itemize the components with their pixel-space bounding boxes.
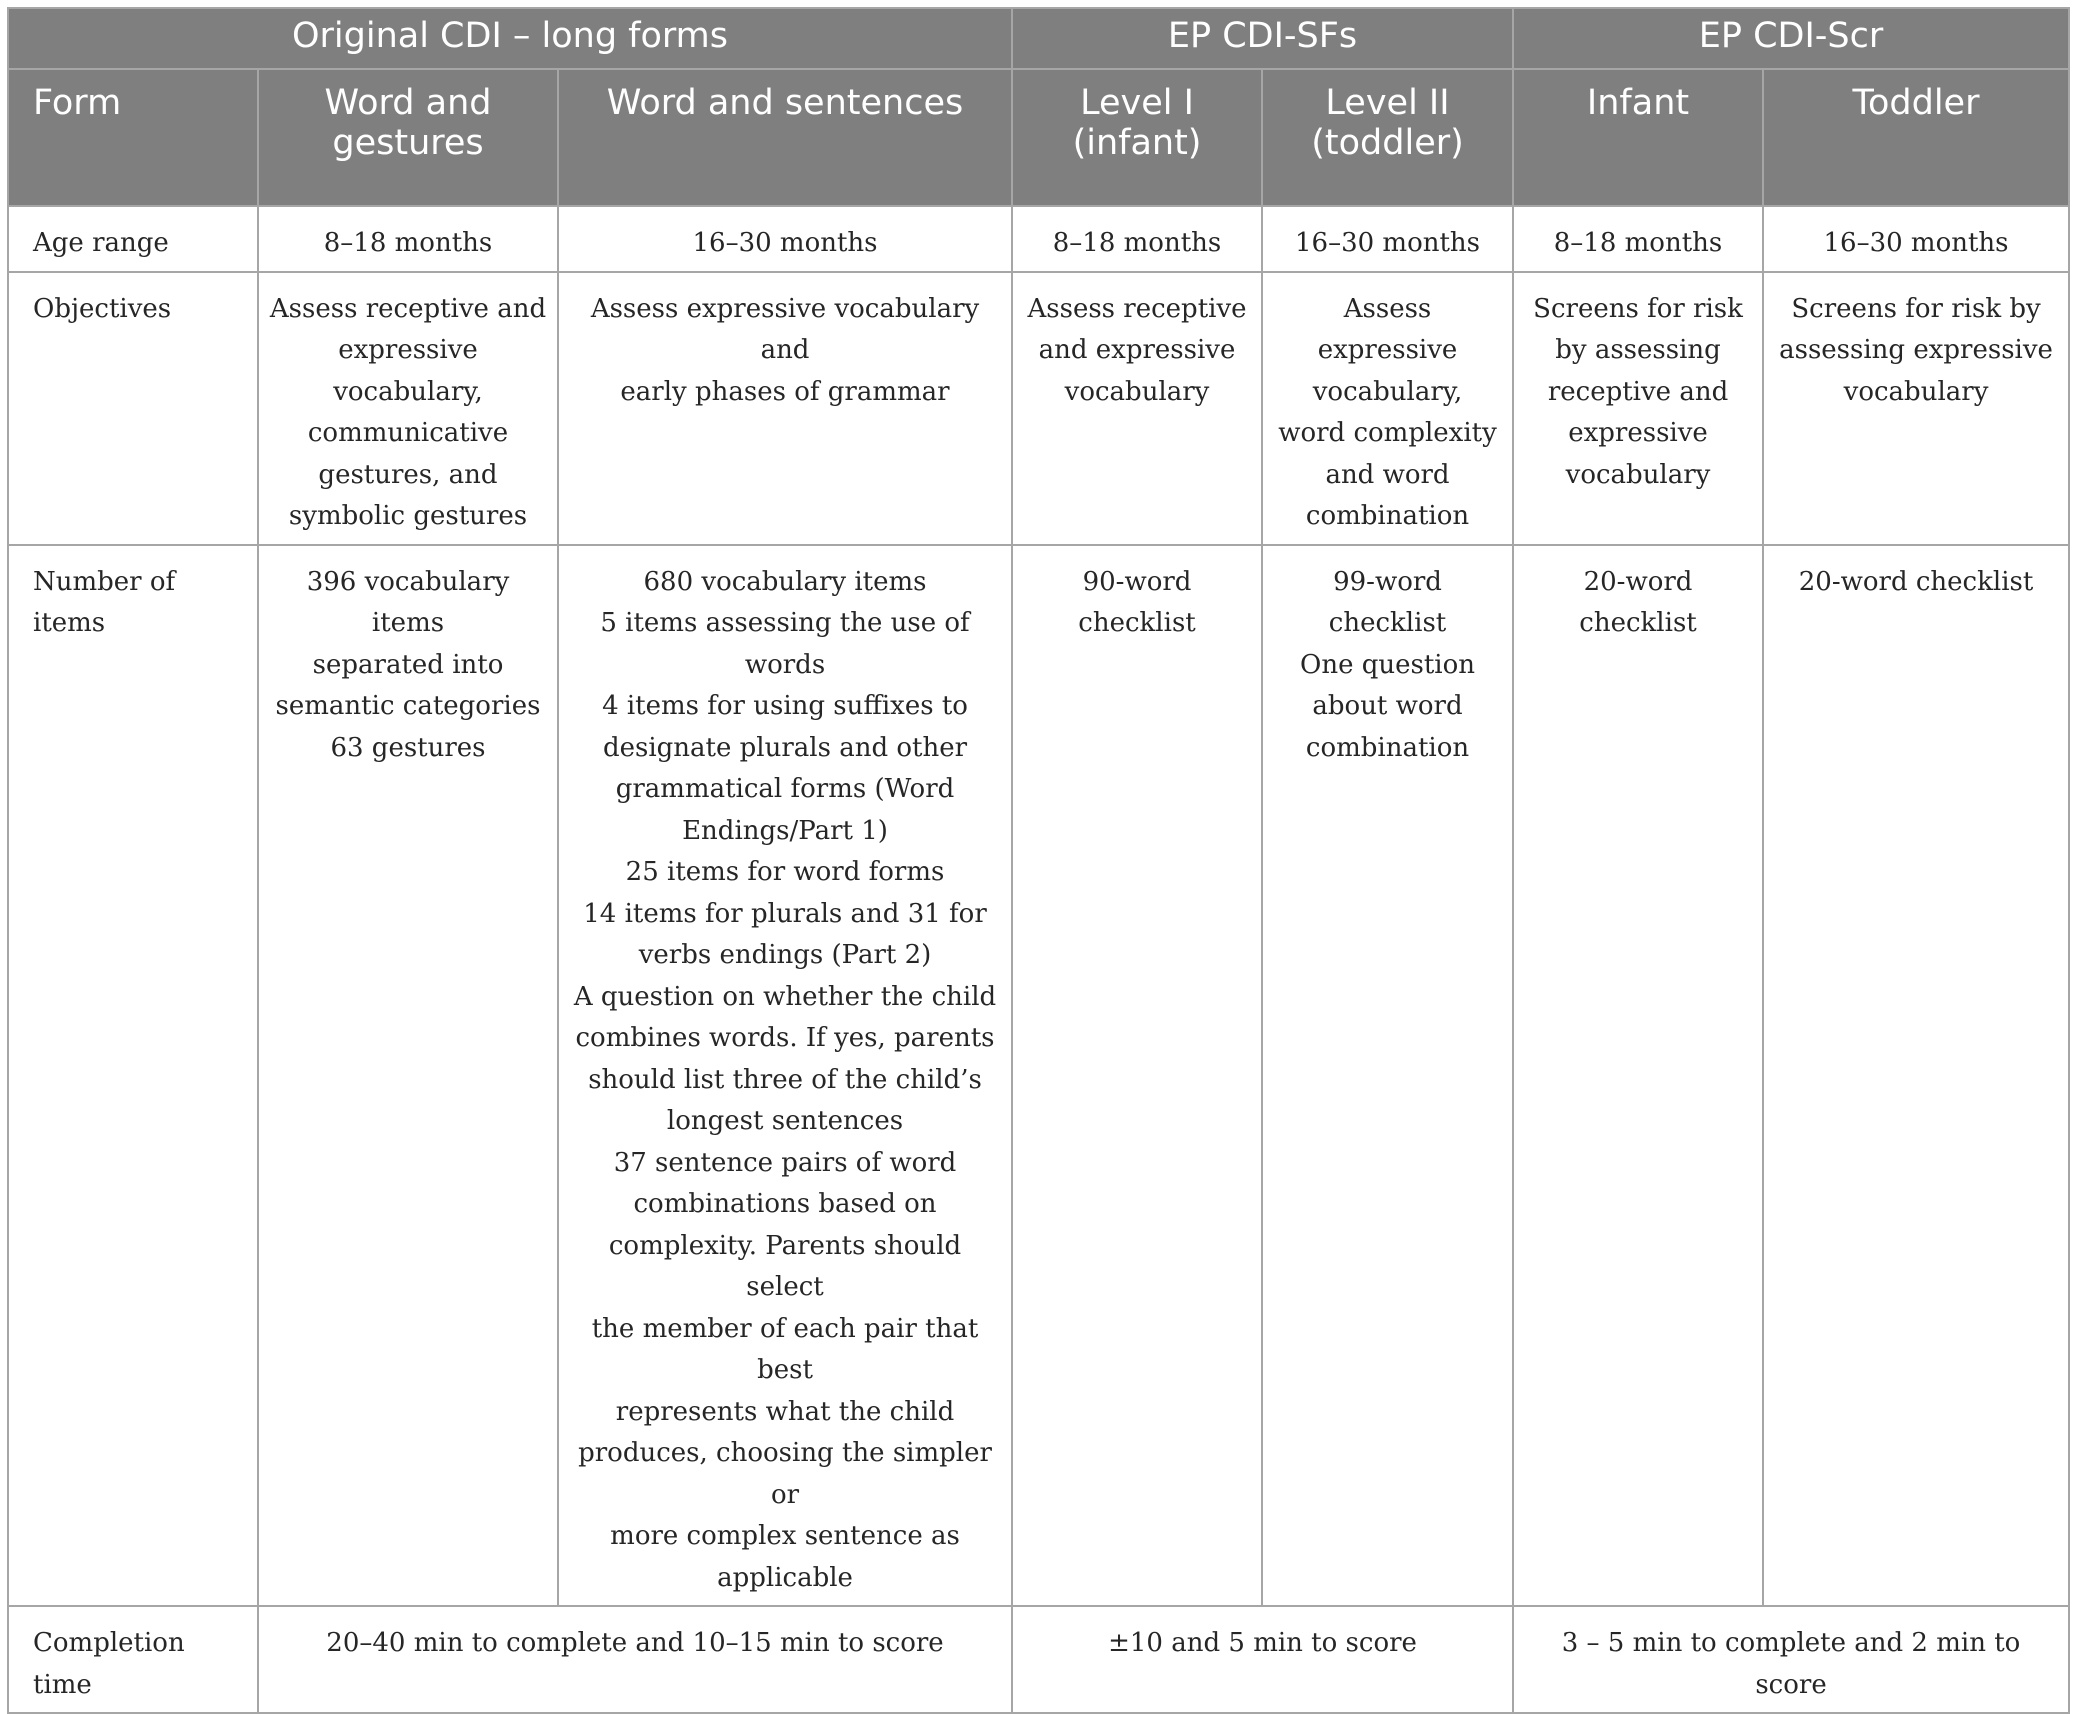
cell-items-infant xyxy=(1513,545,1763,1607)
cell-line: time xyxy=(33,1669,92,1700)
column-header-form: Form xyxy=(8,69,258,206)
column-header-infant: Infant xyxy=(1513,69,1763,206)
cdi-comparison-table xyxy=(7,7,2070,1714)
cell-line: 99-word xyxy=(1333,566,1442,597)
cell-line: checklist xyxy=(1328,608,1447,638)
cell-objectives-level-1 xyxy=(1012,272,1262,545)
header-line: Level II xyxy=(1325,83,1450,123)
cell-line: Assess xyxy=(1343,293,1432,324)
cell-items-level-2 xyxy=(1262,545,1513,1607)
row-header-age-range: Age range xyxy=(8,206,258,272)
table-row-age-range xyxy=(8,206,2069,272)
cell-line: by assessing xyxy=(1555,335,1721,365)
cell-line: checklist xyxy=(1579,608,1697,638)
group-header-ep-cdi-sfs: EP CDI-SFs xyxy=(1012,8,1513,69)
cell-line: grammatical forms (Word xyxy=(615,774,955,804)
column-header-level-1 xyxy=(1012,69,1262,206)
header-line: gestures xyxy=(332,123,484,163)
cell-items-word-sentences xyxy=(558,545,1012,1607)
cell-line: Endings/Part 1) xyxy=(682,815,888,846)
cell-objectives-level-2 xyxy=(1262,272,1513,545)
header-line: (infant) xyxy=(1072,123,1202,163)
cell-age-toddler: 16–30 months xyxy=(1763,206,2069,272)
cell-line: expressive xyxy=(338,335,478,365)
cell-line: vocabulary, xyxy=(333,376,483,407)
cell-line: 20-word xyxy=(1583,566,1693,597)
cell-line: and word xyxy=(1325,459,1450,490)
cell-age-level-1: 8–18 months xyxy=(1012,206,1262,272)
cell-line: vocabulary xyxy=(1565,459,1711,490)
column-header-level-2 xyxy=(1262,69,1513,206)
group-header-ep-cdi-scr: EP CDI-Scr xyxy=(1513,8,2069,69)
cell-items-level-1 xyxy=(1012,545,1262,1607)
cell-line: Completion xyxy=(33,1628,185,1658)
cell-line: symbolic gestures xyxy=(288,501,528,531)
cell-objectives-toddler xyxy=(1763,272,2069,545)
table-row-objectives xyxy=(8,272,2069,545)
cell-line: checklist xyxy=(1078,608,1196,638)
cell-line: Assess receptive xyxy=(1027,293,1247,324)
header-column-row xyxy=(8,69,2069,206)
cell-objectives-infant xyxy=(1513,272,1763,545)
cell-line: Screens for risk by xyxy=(1791,293,2041,324)
cell-time-ep-cdi-sfs: ±10 and 5 min to score xyxy=(1012,1606,1513,1713)
cell-line: 4 items for using suffixes to xyxy=(602,691,968,721)
cell-line: designate plurals and other xyxy=(602,732,968,763)
cell-line: A question on whether the child xyxy=(573,981,997,1012)
row-header-completion-time xyxy=(8,1606,258,1713)
column-header-word-and-gestures xyxy=(258,69,558,206)
cell-line: expressive xyxy=(1317,335,1458,365)
header-line: Level I xyxy=(1080,83,1194,123)
cell-line: semantic categories xyxy=(275,691,541,721)
cell-line: combinations based on xyxy=(633,1189,937,1219)
cell-line: early phases of grammar xyxy=(620,376,950,407)
cell-line: receptive and xyxy=(1547,376,1729,407)
cell-line: 25 items for word forms xyxy=(625,857,945,887)
cell-line: should list three of the child’s xyxy=(588,1064,982,1095)
cell-age-infant: 8–18 months xyxy=(1513,206,1763,272)
cell-line: 63 gestures xyxy=(330,732,486,763)
cell-line: Screens for risk xyxy=(1533,293,1743,324)
cell-line: vocabulary xyxy=(1843,376,1989,407)
cell-line: communicative xyxy=(307,418,509,448)
cell-line: verbs endings (Part 2) xyxy=(638,940,932,970)
cell-line: combination xyxy=(1305,501,1470,531)
cell-line: separated into xyxy=(312,649,504,680)
cell-time-ep-cdi-scr: 3 – 5 min to complete and 2 min to score xyxy=(1513,1606,2069,1713)
cell-line: combines words. If yes, parents xyxy=(575,1023,995,1053)
cell-line: 14 items for plurals and 31 for xyxy=(583,898,987,929)
table-row-number-of-items xyxy=(8,545,2069,1607)
cell-age-level-2: 16–30 months xyxy=(1262,206,1513,272)
cell-line: complexity. Parents should select xyxy=(608,1230,962,1302)
cell-line: Assess expressive vocabulary and xyxy=(590,293,980,365)
table-row-completion-time xyxy=(8,1606,2069,1713)
cell-line: gestures, and xyxy=(318,459,498,490)
cell-age-word-gestures: 8–18 months xyxy=(258,206,558,272)
cell-line: vocabulary xyxy=(1064,376,1210,407)
column-header-toddler: Toddler xyxy=(1763,69,2069,206)
cell-line: Assess receptive and xyxy=(269,293,547,324)
cell-line: assessing expressive xyxy=(1779,335,2053,365)
header-line: Word and xyxy=(324,83,492,123)
cell-objectives-word-gestures xyxy=(258,272,558,545)
group-header-original-cdi: Original CDI – long forms xyxy=(8,8,1012,69)
cell-line: 90-word xyxy=(1082,566,1192,597)
header-group-row xyxy=(8,8,2069,69)
cell-line: 396 vocabulary items xyxy=(306,566,510,638)
cell-time-original-cdi: 20–40 min to complete and 10–15 min to score xyxy=(258,1606,1012,1713)
header-line: (toddler) xyxy=(1311,123,1464,163)
cell-line: 5 items assessing the use of words xyxy=(600,608,970,680)
cell-line: about word xyxy=(1312,691,1463,721)
cell-line: longest sentences xyxy=(666,1106,904,1136)
cell-line: combination xyxy=(1305,732,1470,763)
cell-line: produces, choosing the simpler or xyxy=(578,1438,992,1510)
cell-line: 680 vocabulary items xyxy=(643,566,927,597)
cell-line: One question xyxy=(1300,649,1476,680)
row-header-objectives: Objectives xyxy=(8,272,258,545)
cell-line: 37 sentence pairs of word xyxy=(613,1147,957,1178)
cell-line: the member of each pair that best xyxy=(591,1313,979,1385)
cell-items-toddler: 20-word checklist xyxy=(1763,545,2069,1607)
cell-age-word-sentences: 16–30 months xyxy=(558,206,1012,272)
cell-line: represents what the child xyxy=(615,1396,955,1427)
cell-line: word complexity xyxy=(1278,418,1497,448)
cell-items-word-gestures xyxy=(258,545,558,1607)
cell-line: expressive xyxy=(1568,418,1708,448)
cell-line: applicable xyxy=(717,1562,853,1593)
cell-line: vocabulary, xyxy=(1312,376,1463,407)
cell-line: more complex sentence as xyxy=(610,1521,960,1551)
column-header-word-and-sentences: Word and sentences xyxy=(558,69,1012,206)
cell-line: and expressive xyxy=(1038,335,1236,365)
cell-objectives-word-sentences xyxy=(558,272,1012,545)
row-header-number-of-items: Number of items xyxy=(8,545,258,1607)
